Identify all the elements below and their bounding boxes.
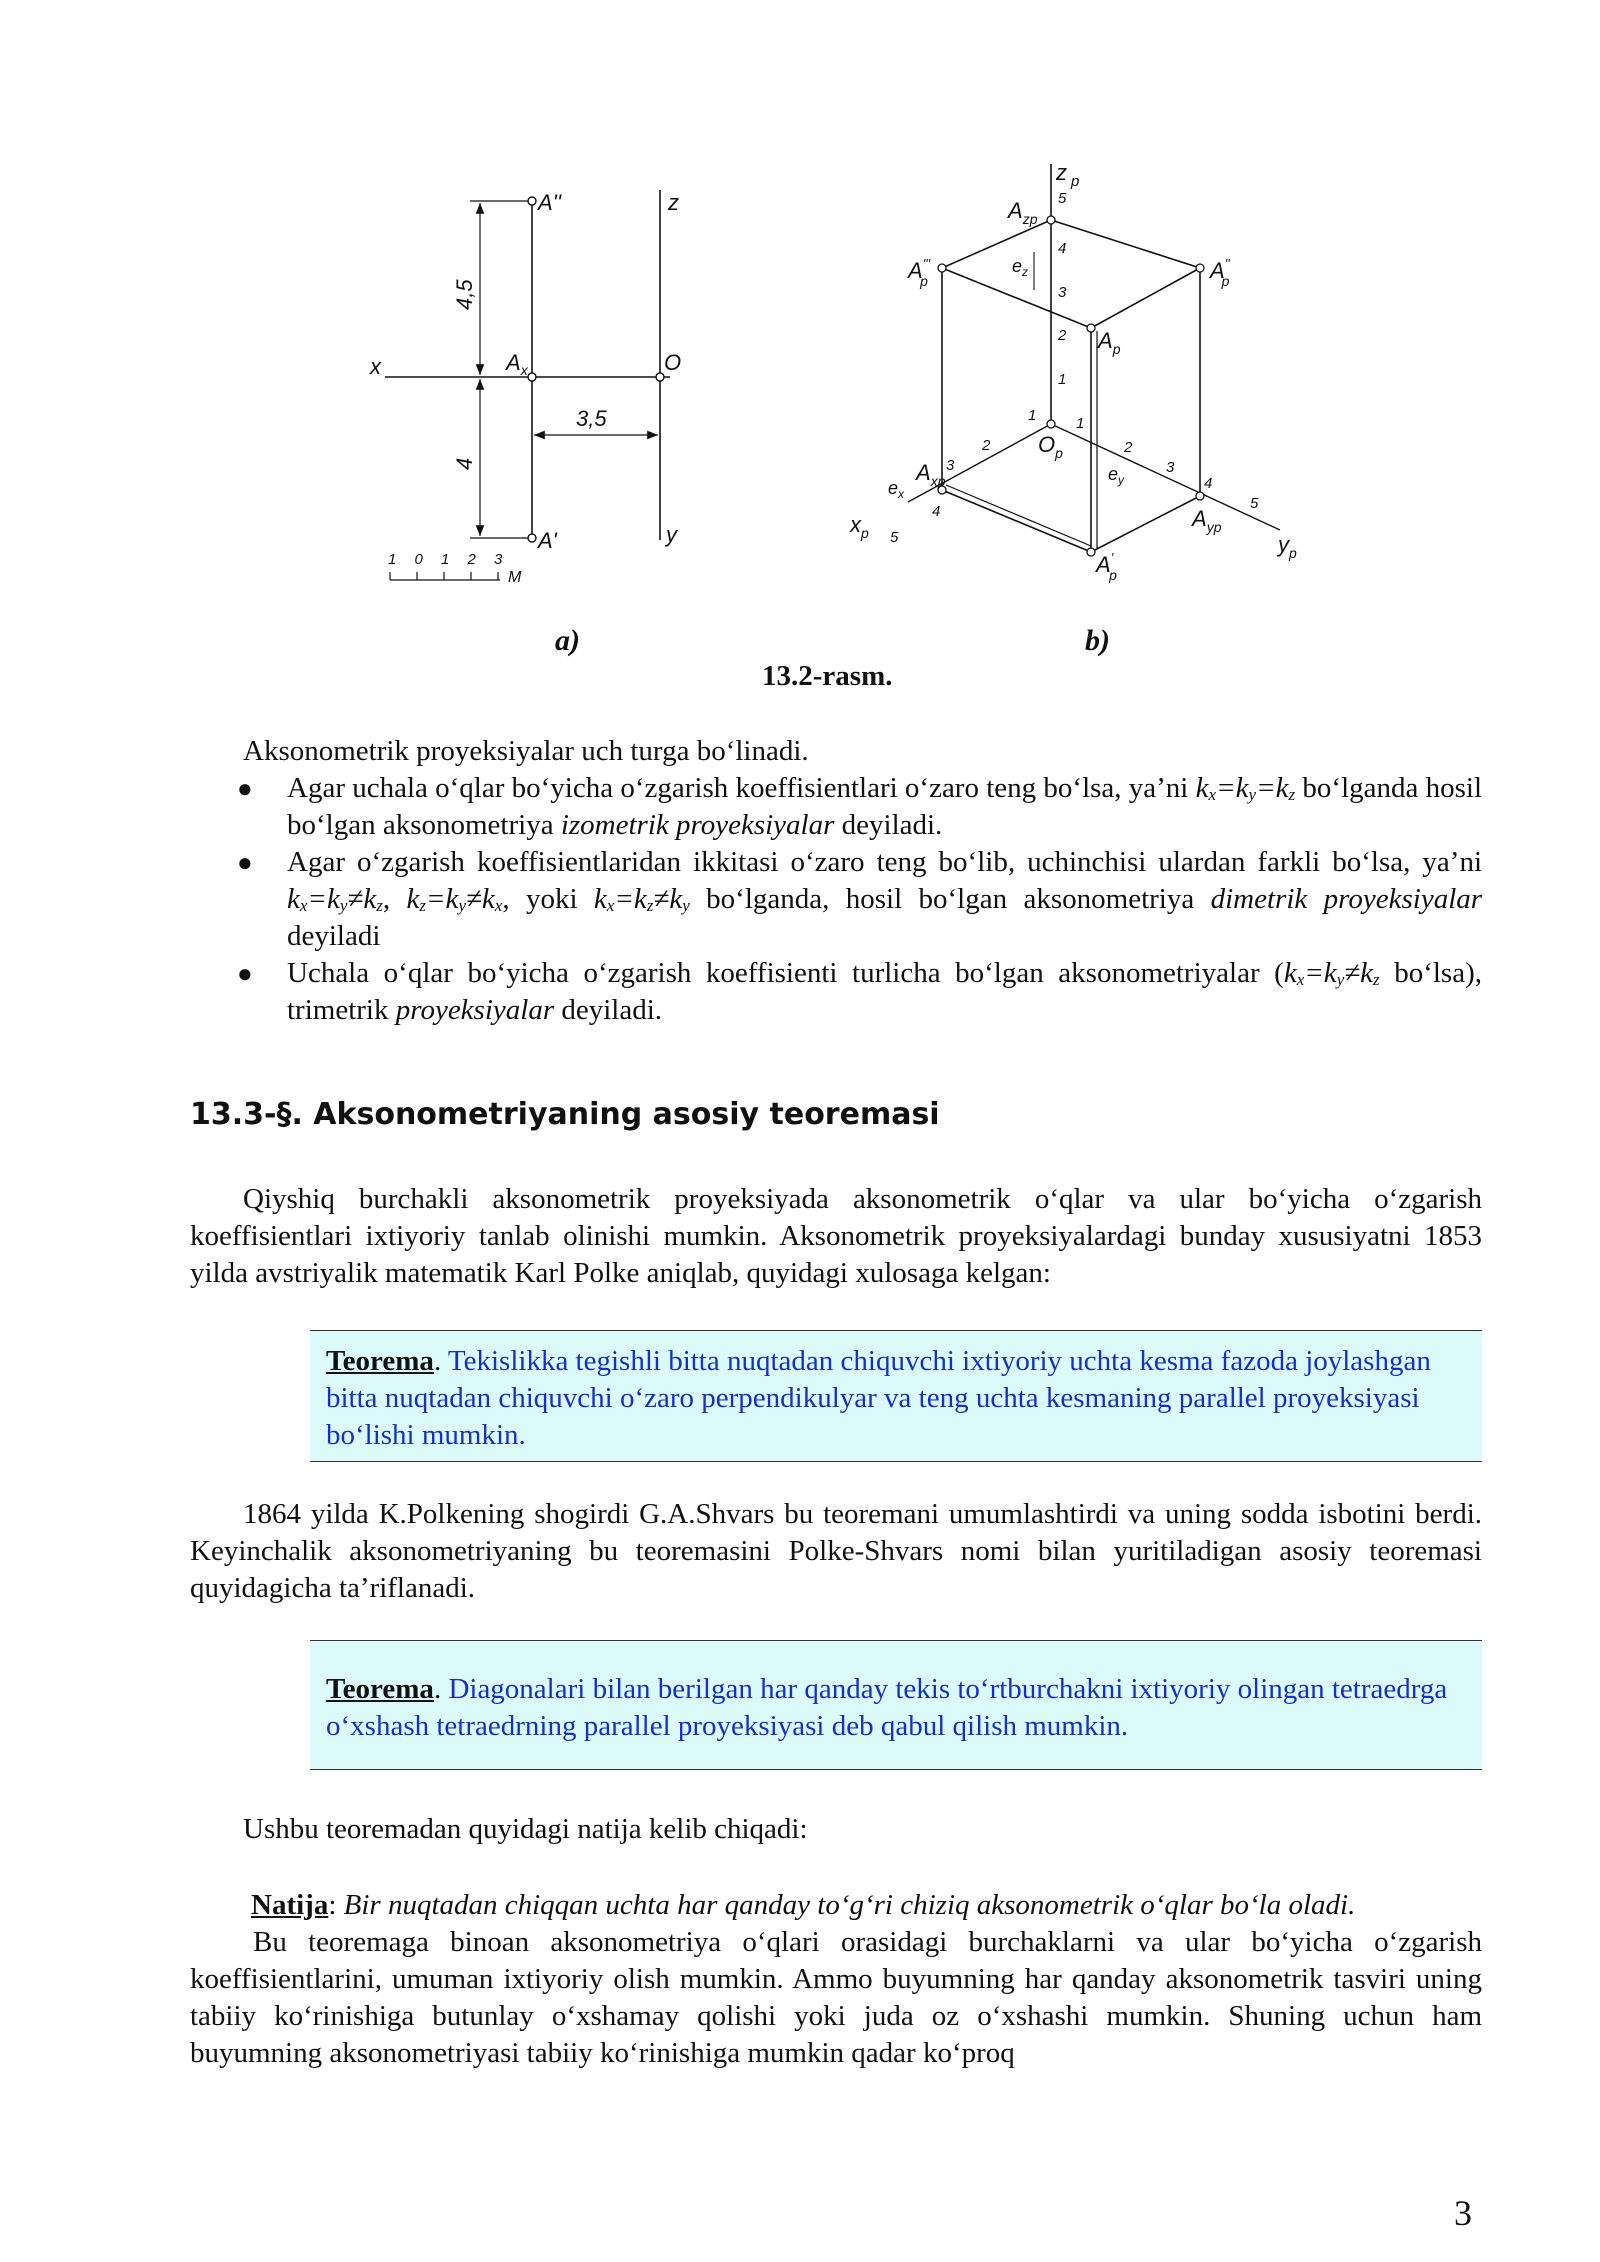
figure-a-orthographic: [360, 170, 700, 600]
figure-title: 13.2-rasm.: [762, 660, 893, 692]
bullet-icon: ●: [237, 848, 253, 877]
page-number: 3: [1454, 2193, 1472, 2233]
tick-y3: 3: [1166, 459, 1175, 476]
tick-y5: 5: [1250, 495, 1259, 512]
theorem-box-2: Teorema. Diagonalari bilan berilgan har qanday tekis to‘rtburchakni ixtiyoriy olingan tetraedrga o‘xshash tetraedrning parallel proyeksiyasi deb qabul qilish mumkin.: [310, 1640, 1482, 1770]
tick-z5: 5: [1058, 190, 1067, 207]
theorem-text: Tekislikka tegishli bitta nuqtadan chiquvchi ixtiyoriy uchta kesma fazoda joylashgan bitta nuqtadan chiquvchi o‘zaro perpendikulyar va teng uchta kesmaning parallel proyeksiyasi bo‘lishi mumkin.: [326, 1345, 1431, 1451]
dim-horizontal: 3,5: [576, 406, 607, 431]
list-item: ● Agar o‘zgarish koeffisientlaridan ikkitasi o‘zaro teng bo‘lib, uchinchisi ulardan farkli bo‘lsa, ya’ni $k_x=k_y\ne k_z$, $k_z=k_y\ne k_x$, yoki $k_x=k_z\ne k_y$ bo‘lganda, hosil bo‘lgan aksonometriya dimetrik proyeksiyalar deyiladi: [237, 846, 1483, 952]
list-item: ● Agar uchala o‘qlar bo‘yicha o‘zgarish koeffisientlari o‘zaro teng bo‘lsa, ya’ni $k_x=k_y=k_z$ bo‘lganda hosil bo‘lgan aksonometriya izometrik proyeksiyalar deyiladi.: [237, 772, 1483, 841]
result-label: Natija: [251, 1889, 329, 1921]
paragraph-2: 1864 yilda K.Polkening shogirdi G.A.Shvars bu teoremani umumlashtirdi va uning sodda isbotini berdi. Keyinchalik aksonometriyaning bu teoremasini Polke-Shvars nomi bilan yuritiladigan asosiy teoremasi quyidagicha ta’riflanadi.: [190, 1498, 1482, 1604]
label-A3-left: A''' p: [908, 256, 931, 289]
formula-isometric: $k_x=k_y=k_z$: [1195, 772, 1296, 804]
paragraph-3: Ushbu teoremadan quyidagi natija kelib chiqadi:: [243, 1813, 808, 1845]
result-text: Bir nuqtadan chiqqan uchta har qanday to‘g‘ri chiziq aksonometrik o‘qlar bo‘la oladi.: [343, 1889, 1356, 1921]
tick-x1: 1: [1028, 407, 1037, 424]
caption-b: b): [1085, 624, 1110, 657]
label-ey: $e_y$: [1108, 464, 1125, 487]
label-Axp: $A_{xp}$: [916, 460, 946, 489]
figure-b-axonometric: [840, 160, 1320, 600]
tick-y2: 2: [1124, 439, 1133, 456]
bullet-icon: ●: [237, 774, 253, 803]
paragraph-1: Qiyshiq burchakli aksonometrik proyeksiyada aksonometrik o‘qlar va ular bo‘yicha o‘zgarish koeffisientlari ixtiyoriy tanlab olinishi mumkin. Aksonometrik proyeksiyalardagi bunday xususiyatni 1853 yilda avstriyalik matematik Karl Polke aniqlab, quyidagi xulosaga kelgan:: [190, 1183, 1482, 1289]
scale-unit: M: [508, 569, 522, 586]
label-O: O: [664, 350, 682, 375]
label-xp: $x_p$: [850, 512, 869, 541]
section-heading: 13.3-§. Aksonometriyaning asosiy teoremasi: [190, 1097, 940, 1132]
tick-x5: 5: [890, 529, 899, 546]
bullet-icon: ●: [237, 959, 253, 988]
label-Ayp: $A_{yp}$: [1192, 506, 1222, 535]
paragraph-4: Bu teoremaga binoan aksonometriya o‘qlari orasidagi burchaklarni va ular bo‘yicha o‘zgarish koeffisientlarini, umuman ixtiyoriy olish mumkin. Ammo buyumning har qanday aksonometrik tasviri uning tabiiy ko‘rinishiga butunlay o‘xshamay qolishi yoki juda oz o‘xshashi mumkin. Shuning uchun ham buyumning aksonometriyasi tabiiy ko‘rinishiga mumkin qadar ko‘proq: [190, 1926, 1482, 2069]
theorem-box-1: Teorema. Tekislikka tegishli bitta nuqtadan chiquvchi ixtiyoriy uchta kesma fazoda joylashgan bitta nuqtadan chiquvchi o‘zaro perpendikulyar va teng uchta kesmaning parallel proyeksiyasi bo‘lishi mumkin.: [310, 1330, 1482, 1462]
list-item: ● Uchala o‘qlar bo‘yicha o‘zgarish koeffisienti turlicha bo‘lgan aksonometriyalar ($k_x=k_y\ne k_z$ bo‘lsa), trimetrik proyeksiyalar deyiladi.: [237, 957, 1482, 1026]
tick-z1: 1: [1058, 371, 1067, 388]
caption-a: a): [555, 624, 580, 657]
tick-z4: 4: [1058, 240, 1067, 257]
theorem-label: Teorema: [326, 1673, 434, 1705]
intro-text: Aksonometrik proyeksiyalar uch turga bo‘linadi.: [243, 735, 809, 767]
tick-x3: 3: [946, 457, 955, 474]
type-list: [235, 770, 1482, 1029]
tick-z3: 3: [1058, 284, 1067, 301]
label-yp: $y_p$: [1278, 532, 1297, 561]
tick-y4: 4: [1204, 475, 1213, 492]
tick-x2: 2: [982, 437, 991, 454]
tick-y1: 1: [1076, 415, 1085, 432]
label-z: z: [668, 190, 679, 215]
label-A1p: A' p: [1096, 550, 1117, 583]
result-line: Natija: Bir nuqtadan chiqqan uchta har qanday to‘g‘ri chiziq aksonometrik o‘qlar bo‘la oladi.: [251, 1889, 1356, 1921]
label-y: y: [666, 522, 677, 547]
label-A1: A': [538, 528, 557, 553]
label-Azp: $A_{zp}$: [1008, 198, 1038, 227]
label-A3-right: A'' p: [1210, 256, 1230, 289]
dim-bottom: 4: [452, 457, 477, 470]
theorem-text: Diagonalari bilan berilgan har qanday tekis to‘rtburchakni ixtiyoriy olingan tetraedrga o‘xshash tetraedrning parallel proyeksiyasi deb qabul qilish mumkin.: [326, 1673, 1448, 1742]
label-Op: $O_p$: [1038, 432, 1063, 461]
tick-z2: 2: [1058, 327, 1067, 344]
label-ex: $e_x$: [888, 478, 905, 501]
dim-top: 4,5: [452, 279, 477, 310]
label-Ax: $A_x$: [506, 350, 528, 378]
scale-ticks: 1 0 1 2 3: [388, 551, 510, 568]
label-A2: A'': [538, 190, 562, 215]
label-ez: $e_z$: [1012, 256, 1029, 279]
label-zp: z $_p$: [1056, 160, 1080, 190]
label-Ap: $A_p$: [1098, 328, 1121, 357]
label-x: x: [370, 354, 381, 379]
theorem-label: Teorema: [326, 1345, 434, 1377]
tick-x4: 4: [932, 503, 941, 520]
